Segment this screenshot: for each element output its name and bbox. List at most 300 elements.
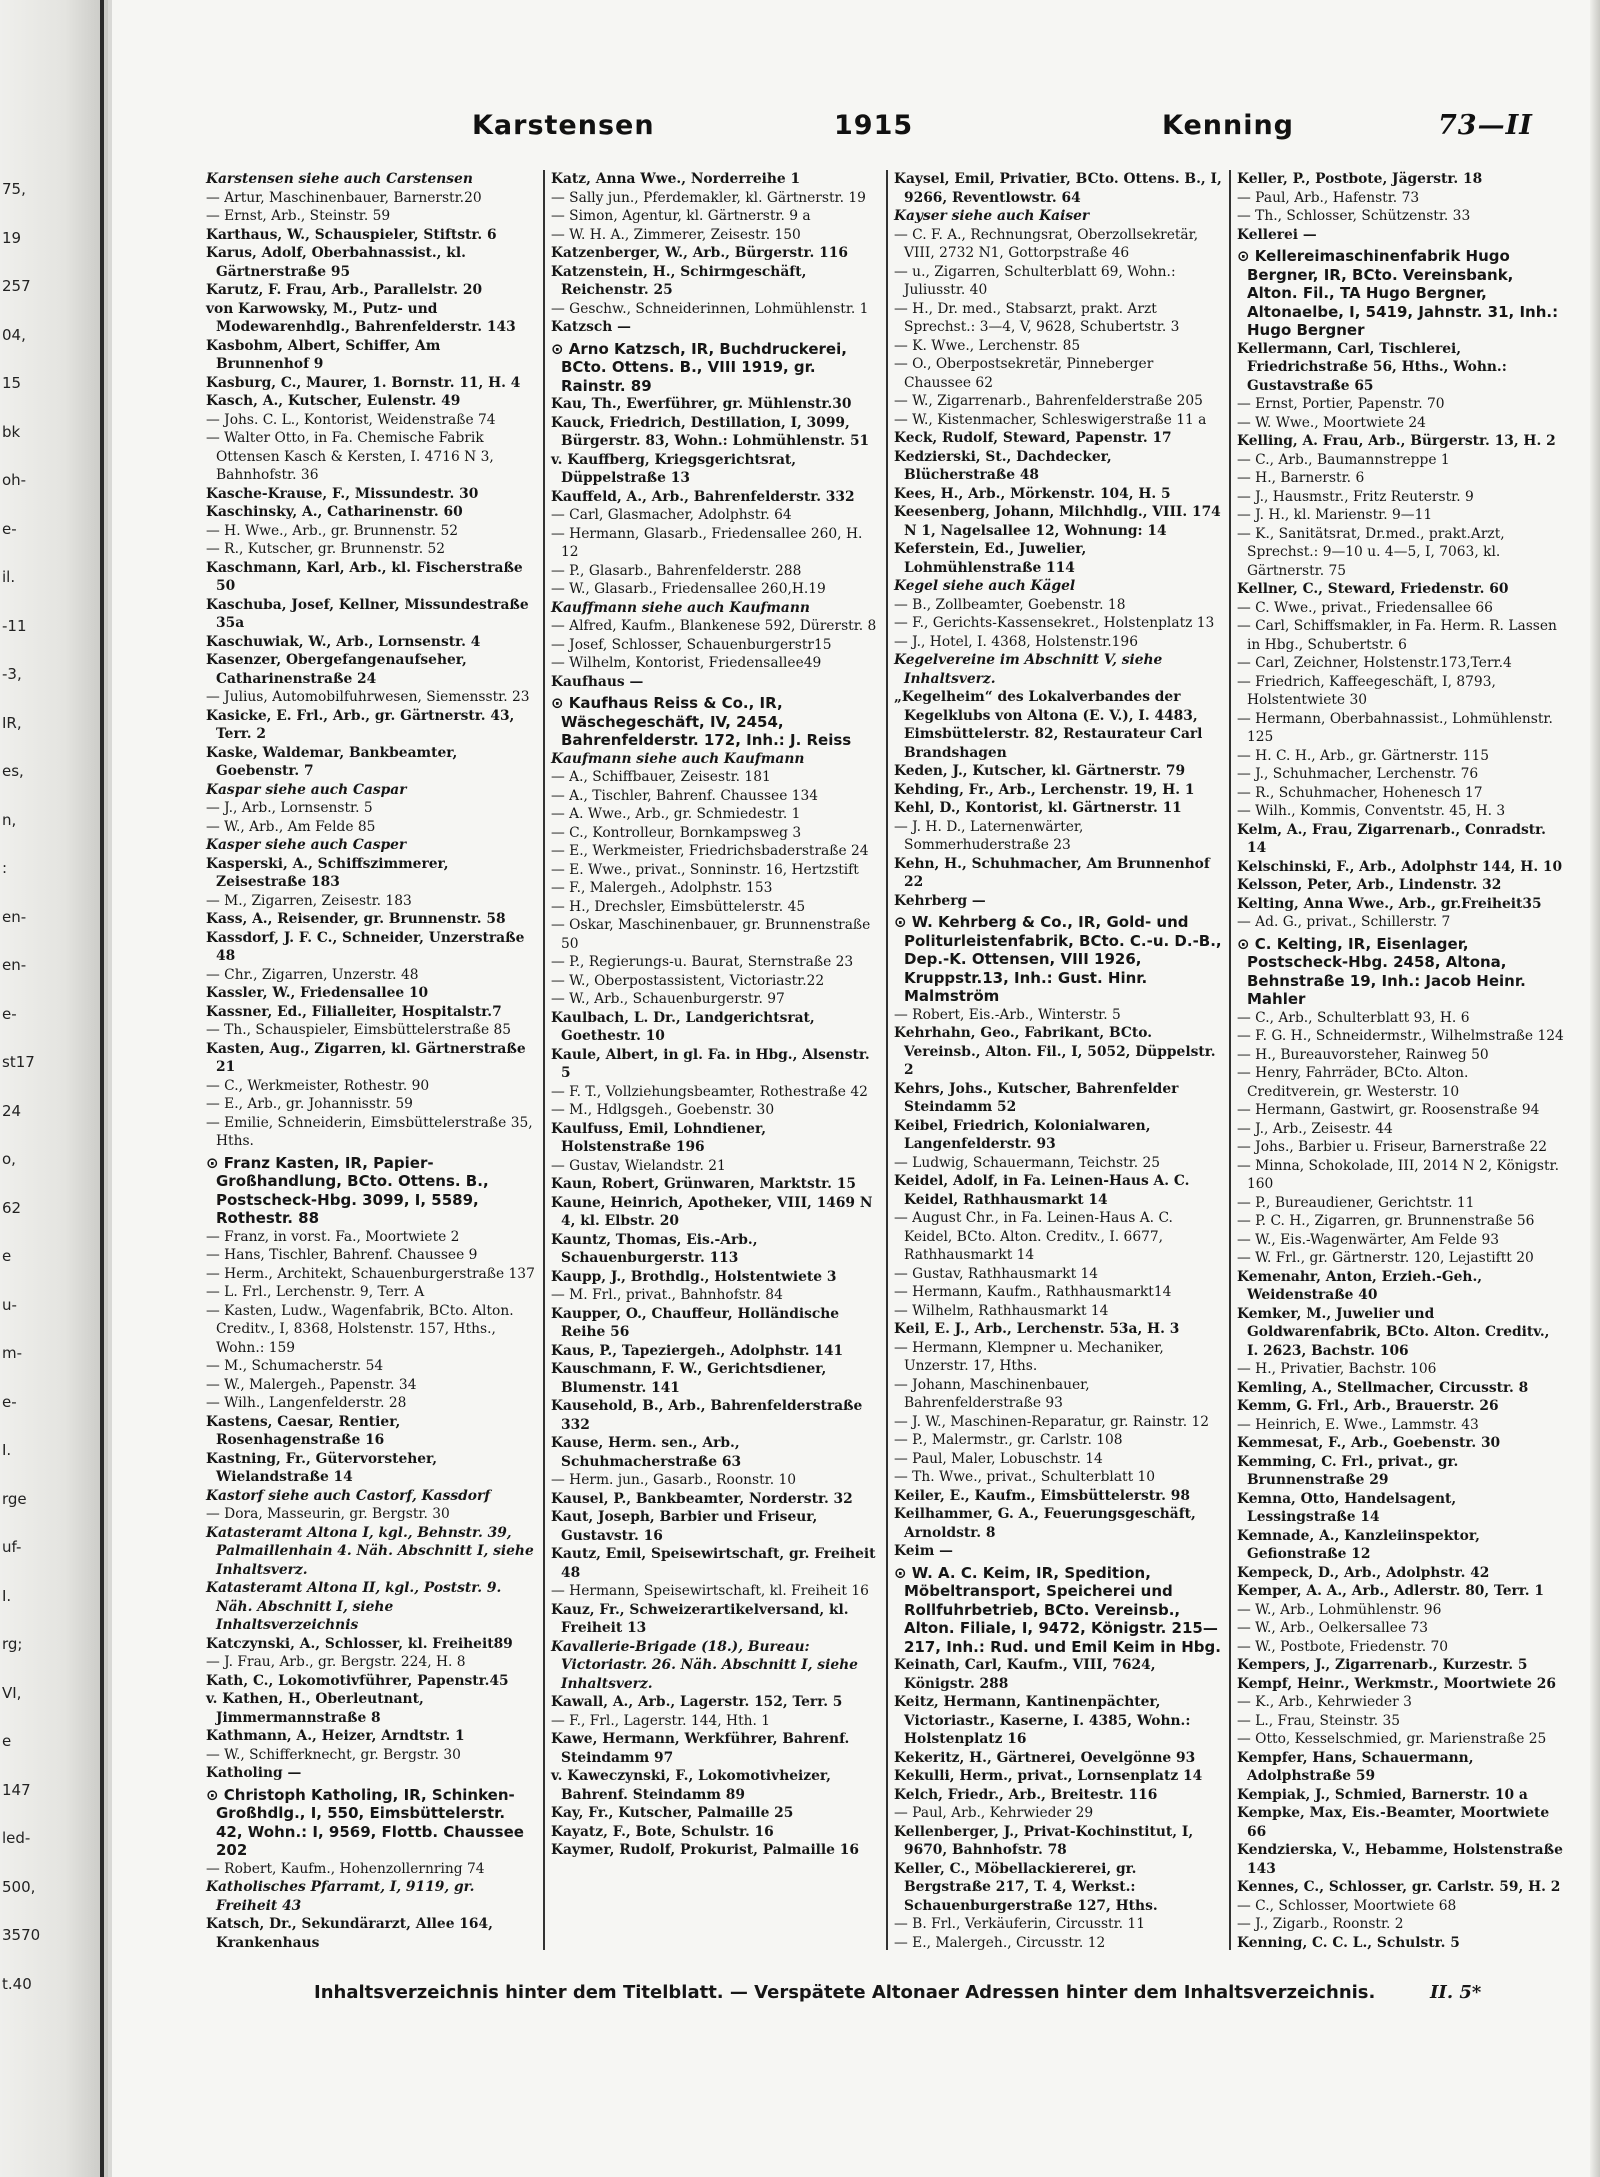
- directory-entry: Kaulfuss, Emil, Lohndiener, Holstenstraße 196: [551, 1120, 767, 1155]
- directory-entry: — F., Gerichts-Kassensekret., Holstenplatz 13: [894, 615, 1215, 631]
- directory-entry: — Chr., Zigarren, Unzerstr. 48: [206, 966, 419, 983]
- margin-fragment: 62: [2, 1198, 22, 1217]
- margin-fragment: m-: [2, 1344, 23, 1362]
- margin-fragment: t.40: [2, 1974, 32, 1993]
- directory-entry: Kehding, Fr., Arb., Lerchenstr. 19, H. 1: [894, 781, 1195, 798]
- directory-entry: Kausehold, B., Arb., Bahrenfelderstraße 332: [551, 1398, 863, 1433]
- directory-entry: Kehn, H., Schuhmacher, Am Brunnenhof 22: [894, 855, 1210, 890]
- margin-fragment: rg;: [2, 1635, 23, 1653]
- directory-entry: — Paul, Arb., Hafenstr. 73: [1237, 189, 1420, 206]
- directory-entry: Kasenzer, Obergefangenaufseher, Catharinenstraße 24: [206, 652, 467, 687]
- margin-fragment: en-: [2, 907, 27, 926]
- directory-entry: — M. Frl., privat., Bahnhofstr. 84: [551, 1287, 783, 1303]
- directory-entry: Kaulbach, L. Dr., Landgerichtsrat, Goethestr. 10: [551, 1009, 815, 1044]
- directory-entry: Katasteramt Altona II, kgl., Poststr. 9. Näh. Abschnitt I, siehe Inhaltsverzeichnis: [206, 1580, 502, 1633]
- directory-entry: — J., Hotel, I. 4368, Holstenstr.196: [894, 633, 1138, 650]
- margin-fragment: oh-: [2, 471, 27, 489]
- directory-entry: Kegelvereine im Abschnitt V, siehe Inhaltsverz.: [894, 652, 1163, 687]
- directory-entry: — Alfred, Kaufm., Blankenese 592, Dürerstr. 8: [551, 618, 877, 634]
- directory-entry: ⊙ Arno Katzsch, IR, Buchdruckerei, BCto. Ottens. B., VIII 1919, gr. Rainstr. 89: [551, 339, 847, 395]
- directory-entry: — C., Kontrolleur, Bornkampsweg 3: [551, 824, 802, 841]
- directory-entry: Karstensen siehe auch Carstensen: [206, 171, 473, 187]
- directory-entry: — J. H., kl. Marienstr. 9—11: [1237, 507, 1433, 523]
- directory-entry: Kassler, W., Friedensallee 10: [206, 985, 429, 1001]
- directory-entry: Kelch, Friedr., Arb., Breitestr. 116: [894, 1786, 1158, 1803]
- directory-entry: v. Kaweczynski, F., Lokomotivheizer, Bahrenf. Steindamm 89: [551, 1768, 831, 1803]
- directory-entry: — Ernst, Portier, Papenstr. 70: [1237, 396, 1445, 412]
- directory-entry: — Wilh., Kommis, Conventstr. 45, H. 3: [1237, 803, 1506, 819]
- margin-fragment: 24: [2, 1101, 22, 1120]
- directory-entry: Kemmesat, F., Arb., Goebenstr. 30: [1237, 1435, 1501, 1451]
- directory-entry: — Walter Otto, in Fa. Chemische Fabrik Ottensen Kasch & Kersten, I. 4716 N 3, Bahnhofstr. 36: [206, 430, 494, 483]
- directory-entry: Kehrs, Johs., Kutscher, Bahrenfelder Steindamm 52: [894, 1080, 1179, 1115]
- margin-fragment: 19: [2, 228, 22, 247]
- directory-entry: — C., Arb., Schulterblatt 93, H. 6: [1237, 1009, 1470, 1026]
- directory-entry: Keck, Rudolf, Steward, Papenstr. 17: [894, 430, 1172, 446]
- column-2: [543, 170, 886, 1950]
- directory-entry: Kendzierska, V., Hebamme, Holstenstraße 143: [1237, 1842, 1563, 1877]
- directory-entry: — Herm., Architekt, Schauenburgerstraße 137: [206, 1265, 535, 1282]
- directory-entry: — Ernst, Arb., Steinstr. 59: [206, 208, 391, 224]
- header-year: 1915: [834, 110, 914, 141]
- directory-entry: Kennes, C., Schlosser, gr. Carlstr. 59, H. 2: [1237, 1879, 1561, 1895]
- directory-entry: Katz, Anna Wwe., Norderreihe 1: [551, 171, 801, 187]
- directory-entry: Keidel, Adolf, in Fa. Leinen-Haus A. C. Keidel, Rathhausmarkt 14: [894, 1173, 1190, 1208]
- directory-entry: Kause, Herm. sen., Arb., Schuhmacherstraße 63: [551, 1435, 742, 1470]
- directory-entry: — Kasten, Ludw., Wagenfabrik, BCto. Alton. Creditv., I, 8368, Holstenstr. 157, Hths., Wohn.: 159: [206, 1302, 514, 1356]
- directory-entry: Karutz, F. Frau, Arb., Parallelstr. 20: [206, 282, 483, 298]
- directory-entry: — Geschw., Schneiderinnen, Lohmühlenstr. 1: [551, 300, 869, 317]
- header-last-name: Kenning: [1162, 110, 1295, 141]
- directory-entry: — W., Glasarb., Friedensallee 260,H.19: [551, 581, 826, 597]
- directory-entry: — Johs. C. L., Kontorist, Weidenstraße 74: [206, 411, 496, 428]
- directory-entry: — Herm. jun., Gasarb., Roonstr. 10: [551, 1472, 797, 1488]
- directory-entry: — K. Wwe., Lerchenstr. 85: [894, 337, 1081, 354]
- directory-entry: Katasteramt Altona I, kgl., Behnstr. 39, Palmaillenhain 4. Näh. Abschnitt I, siehe Inhaltsverz.: [206, 1524, 534, 1578]
- directory-entry: — J., Hausmstr., Fritz Reuterstr. 9: [1237, 488, 1474, 505]
- directory-entry: — Josef, Schlosser, Schauenburgerstr15: [551, 636, 832, 653]
- directory-entry: — W., Eis.-Wagenwärter, Am Felde 93: [1237, 1231, 1500, 1248]
- directory-entry: — B. Frl., Verkäuferin, Circusstr. 11: [894, 1916, 1145, 1932]
- page-footer: [112, 1982, 1600, 2022]
- directory-entry: Kempeck, D., Arb., Adolphstr. 42: [1237, 1564, 1490, 1581]
- directory-entry: — Th., Schlosser, Schützenstr. 33: [1237, 208, 1471, 224]
- directory-entry: ⊙ Kellereimaschinenfabrik Hugo Bergner, IR, BCto. Vereinsbank, Alton. Fil., TA Hugo Bergner, Altonaelbe, I, 5419, Jahnstr. 31, Inh.: Hugo Bergner: [1237, 247, 1559, 339]
- margin-fragment: u-: [2, 1295, 17, 1314]
- directory-entry: — H., Privatier, Bachstr. 106: [1237, 1361, 1437, 1377]
- directory-entry: Kawall, A., Arb., Lagerstr. 152, Terr. 5: [551, 1694, 843, 1710]
- directory-entry: Kasperski, A., Schiffszimmerer, Zeisestraße 183: [206, 855, 449, 890]
- directory-entry: Katsch, Dr., Sekundärarzt, Allee 164, Krankenhaus: [206, 1916, 493, 1950]
- directory-entry: Kempke, Max, Eis.-Beamter, Moortwiete 66: [1237, 1805, 1550, 1840]
- margin-fragment: en-: [2, 956, 27, 974]
- column-3: [886, 170, 1229, 1950]
- margin-fragment: e: [2, 1732, 12, 1750]
- directory-entry: Katzenberger, W., Arb., Bürgerstr. 116: [551, 245, 848, 261]
- directory-entry: Kemna, Otto, Handelsagent, Lessingstraße 14: [1237, 1490, 1457, 1525]
- directory-entry: — W., Arb., Schauenburgerstr. 97: [551, 991, 785, 1007]
- directory-entry: — Friedrich, Kaffeegeschäft, I, 8793, Holstentwiete 30: [1237, 673, 1496, 708]
- directory-entry: — Julius, Automobilfuhrwesen, Siemensstr. 23: [206, 689, 530, 705]
- directory-entry: — Hermann, Kaufm., Rathhausmarkt14: [894, 1284, 1172, 1300]
- directory-entry: — A., Tischler, Bahrenf. Chaussee 134: [551, 787, 819, 804]
- directory-entry: Kasper siehe auch Casper: [206, 837, 407, 853]
- directory-entry: — P., Bureaudiener, Gerichtstr. 11: [1237, 1194, 1475, 1211]
- directory-entry: Kausel, P., Bankbeamter, Norderstr. 32: [551, 1490, 853, 1507]
- directory-entry: Kempers, J., Zigarrenarb., Kurzestr. 5: [1237, 1657, 1528, 1673]
- directory-entry: — B., Zollbeamter, Goebenstr. 18: [894, 596, 1126, 613]
- directory-entry: — A. Wwe., Arb., gr. Schmiedestr. 1: [551, 806, 801, 822]
- directory-entry: Kathmann, A., Heizer, Arndtstr. 1: [206, 1728, 465, 1744]
- directory-entry: — C. F. A., Rechnungsrat, Oberzollsekretär, VIII, 2732 N1, Gottorpstraße 46: [894, 226, 1199, 261]
- directory-entry: — Paul, Maler, Lobuschstr. 14: [894, 1450, 1103, 1467]
- directory-entry: — Hermann, Gastwirt, gr. Roosenstraße 94: [1237, 1102, 1540, 1118]
- margin-fragment: :: [2, 859, 8, 877]
- directory-entry: — August Chr., in Fa. Leinen-Haus A. C. Keidel, BCto. Alton. Creditv., I. 6677, Rathhausmarkt 14: [894, 1210, 1173, 1263]
- directory-entry: Kaysel, Emil, Privatier, BCto. Ottens. B., I, 9266, Reventlowstr. 64: [894, 171, 1222, 206]
- directory-entry: — E., Werkmeister, Friedrichsbaderstraße 24: [551, 843, 869, 859]
- directory-entry: — Hermann, Glasarb., Friedensallee 260, H. 12: [551, 525, 863, 560]
- margin-fragment: 3570: [2, 1926, 41, 1944]
- margin-fragment: e: [2, 1247, 12, 1265]
- margin-fragment: 147: [2, 1780, 31, 1799]
- directory-entry: — Hans, Tischler, Bahrenf. Chaussee 9: [206, 1247, 478, 1263]
- directory-entry: v. Kathen, H., Oberleutnant, Jimmermannstraße 8: [206, 1691, 424, 1726]
- directory-columns: [200, 170, 1572, 1950]
- directory-entry: Kekulli, Herm., privat., Lornsenplatz 14: [894, 1768, 1203, 1784]
- directory-entry: Kassner, Ed., Filialleiter, Hospitalstr.7: [206, 1003, 502, 1020]
- directory-entry: — Emilie, Schneiderin, Eimsbüttelerstraße 35, Hths.: [206, 1114, 533, 1149]
- directory-entry: Katzsch —: [551, 319, 631, 335]
- directory-entry: — Sally jun., Pferdemakler, kl. Gärtnerstr. 19: [551, 189, 866, 206]
- directory-entry: Kasicke, E. Frl., Arb., gr. Gärtnerstr. 43, Terr. 2: [206, 707, 515, 742]
- directory-entry: — Gustav, Wielandstr. 21: [551, 1157, 726, 1174]
- directory-entry: — Ludwig, Schauermann, Teichstr. 25: [894, 1154, 1161, 1171]
- directory-entry: Kauffeld, A., Arb., Bahrenfelderstr. 332: [551, 488, 855, 505]
- directory-entry: Kaut, Joseph, Barbier und Friseur, Gustavstr. 16: [551, 1509, 818, 1544]
- directory-entry: Kemming, C. Frl., privat., gr. Brunnenstraße 29: [1237, 1453, 1459, 1488]
- directory-entry: Kauffmann siehe auch Kaufmann: [551, 599, 810, 616]
- directory-entry: Kaule, Albert, in gl. Fa. in Hbg., Alsenstr. 5: [551, 1046, 870, 1081]
- directory-entry: Kauntz, Thomas, Eis.-Arb., Schauenburgerstr. 113: [551, 1231, 758, 1266]
- directory-entry: Kelm, A., Frau, Zigarrenarb., Conradstr. 14: [1237, 821, 1546, 856]
- directory-entry: — Hermann, Oberbahnassist., Lohmühlenstr. 125: [1237, 710, 1553, 745]
- margin-fragment: VI,: [2, 1683, 22, 1702]
- directory-entry: — M., Hdlgsgeh., Goebenstr. 30: [551, 1102, 775, 1118]
- directory-entry: Kasten, Aug., Zigarren, kl. Gärtnerstraße 21: [206, 1040, 526, 1075]
- directory-entry: — W., Postbote, Friedenstr. 70: [1237, 1638, 1449, 1655]
- directory-entry: — E., Malergeh., Circusstr. 12: [894, 1934, 1106, 1950]
- directory-entry: — C., Werkmeister, Rothestr. 90: [206, 1077, 430, 1094]
- directory-entry: Kempfer, Hans, Schauermann, Adolphstraße 59: [1237, 1749, 1474, 1784]
- directory-entry: Katholing —: [206, 1765, 302, 1781]
- directory-entry: — R., Schuhmacher, Hohenesch 17: [1237, 784, 1483, 801]
- directory-entry: Kelting, Anna Wwe., Arb., gr.Freiheit35: [1237, 895, 1542, 912]
- directory-entry: Kay, Fr., Kutscher, Palmaille 25: [551, 1805, 794, 1821]
- margin-fragment: -11: [2, 616, 27, 635]
- header-first-name: Karstensen: [472, 110, 655, 141]
- directory-entry: — E. Wwe., privat., Sonninstr. 16, Hertzstift: [551, 861, 859, 878]
- directory-entry: Katzenstein, H., Schirmgeschäft, Reichenstr. 25: [551, 263, 807, 298]
- column-1: [200, 170, 543, 1950]
- margin-fragment: bk: [2, 422, 21, 441]
- directory-entry: Kasch, A., Kutscher, Eulenstr. 49: [206, 393, 461, 409]
- directory-entry: — K., Sanitätsrat, Dr.med., prakt.Arzt, Sprechst.: 9—10 u. 4—5, I, 7063, kl. Gärtnerstr. 75: [1237, 525, 1505, 579]
- directory-entry: Katholisches Pfarramt, I, 9119, gr. Freiheit 43: [206, 1879, 475, 1914]
- margin-fragment: 15: [2, 374, 22, 392]
- directory-entry: — Th. Wwe., privat., Schulterblatt 10: [894, 1469, 1156, 1485]
- directory-entry: Kemnade, A., Kanzleiinspektor, Gefionstraße 12: [1237, 1527, 1480, 1562]
- directory-entry: — Wilh., Langenfelderstr. 28: [206, 1395, 407, 1411]
- directory-entry: Kastens, Caesar, Rentier, Rosenhagenstraße 16: [206, 1413, 401, 1448]
- directory-entry: Kempf, Heinr., Werkmstr., Moortwiete 26: [1237, 1675, 1556, 1692]
- directory-entry: — H., Barnerstr. 6: [1237, 470, 1365, 486]
- directory-entry: Kaschinsky, A., Catharinenstr. 60: [206, 504, 463, 520]
- directory-entry: Keller, C., Möbellackiererei, gr. Bergstraße 217, T. 4, Werkst.: Schauenburgerstraße 127, Hths.: [894, 1860, 1158, 1914]
- margin-fragment: o,: [2, 1150, 16, 1168]
- directory-entry: — H., Bureauvorsteher, Rainweg 50: [1237, 1046, 1489, 1063]
- directory-entry: — W., Schifferknecht, gr. Bergstr. 30: [206, 1746, 461, 1763]
- directory-entry: Kauz, Fr., Schweizerartikelversand, kl. Freiheit 13: [551, 1601, 849, 1636]
- directory-entry: — O., Oberpostsekretär, Pinneberger Chaussee 62: [894, 356, 1154, 391]
- directory-entry: Kavallerie-Brigade (18.), Bureau: Victoriastr. 26. Näh. Abschnitt I, siehe Inhaltsverz.: [551, 1638, 858, 1692]
- directory-entry: Kellner, C., Steward, Friedenstr. 60: [1237, 581, 1509, 597]
- directory-entry: — W., Arb., Oelkersallee 73: [1237, 1620, 1429, 1636]
- directory-entry: — H., Dr. med., Stabsarzt, prakt. Arzt Sprechst.: 3—4, V, 9628, Schubertstr. 3: [894, 300, 1180, 335]
- directory-entry: ⊙ Franz Kasten, IR, Papier-Großhandlung, BCto. Ottens. B., Postscheck-Hbg. 3099, I, 5589, Rothestr. 88: [206, 1153, 489, 1227]
- directory-entry: ⊙ W. Kehrberg & Co., IR, Gold- und Politurleistenfabrik, BCto. C.-u. D.-B., Dep.-K. Ottensen, VIII 1926, Kruppstr.13, Inh.: Gust. Hinr. Malmström: [894, 913, 1222, 1005]
- directory-entry: ⊙ C. Kelting, IR, Eisenlager, Postscheck-Hbg. 2458, Altona, Behnstraße 19, Inh.: Jacob Heinr. Mahler: [1237, 934, 1526, 1008]
- page-fold-line: [100, 0, 104, 2177]
- directory-entry: Kedzierski, St., Dachdecker, Blücherstraße 48: [894, 448, 1112, 483]
- directory-entry: Kayatz, F., Bote, Schulstr. 16: [551, 1823, 774, 1840]
- directory-entry: — C., Arb., Baumannstreppe 1: [1237, 451, 1450, 468]
- directory-entry: Kehrberg —: [894, 892, 986, 909]
- directory-entry: — Franz, in vorst. Fa., Moortwiete 2: [206, 1228, 460, 1245]
- directory-entry: Kelling, A. Frau, Arb., Bürgerstr. 13, H. 2: [1237, 433, 1556, 449]
- directory-entry: — J., Arb., Lornsenstr. 5: [206, 800, 373, 816]
- directory-entry: Kayser siehe auch Kaiser: [894, 208, 1090, 224]
- directory-entry: Keibel, Friedrich, Kolonialwaren, Langenfelderstr. 93: [894, 1117, 1151, 1152]
- directory-entry: Kauschmann, F. W., Gerichtsdiener, Blumenstr. 141: [551, 1361, 827, 1396]
- directory-entry: Kaun, Robert, Grünwaren, Marktstr. 15: [551, 1176, 856, 1192]
- directory-entry: von Karwowsky, M., Putz- und Modewarenhdlg., Bahrenfelderstr. 143: [206, 300, 516, 335]
- directory-entry: — R., Kutscher, gr. Brunnenstr. 52: [206, 541, 446, 557]
- directory-entry: — J. H. D., Laternenwärter, Sommerhuderstraße 23: [894, 818, 1084, 853]
- running-header: [112, 110, 1600, 160]
- directory-entry: Kekeritz, H., Gärtnerei, Oevelgönne 93: [894, 1749, 1196, 1766]
- column-4: [1229, 170, 1572, 1950]
- directory-entry: Keil, E. J., Arb., Lerchenstr. 53a, H. 3: [894, 1321, 1180, 1337]
- directory-entry: — Carl, Zeichner, Holstenstr.173,Terr.4: [1237, 655, 1512, 671]
- margin-fragment: 257: [2, 277, 31, 295]
- directory-entry: — H. Wwe., Arb., gr. Brunnenstr. 52: [206, 522, 459, 539]
- directory-entry: — Johann, Maschinenbauer, Bahrenfelderstraße 93: [894, 1376, 1090, 1411]
- margin-fragment: uf-: [2, 1538, 22, 1556]
- directory-page: [112, 0, 1600, 2177]
- directory-entry: — Wilhelm, Kontorist, Friedensallee49: [551, 655, 822, 671]
- directory-entry: Keferstein, Ed., Juwelier, Lohmühlenstraße 114: [894, 541, 1087, 576]
- directory-entry: — W., Oberpostassistent, Victoriastr.22: [551, 972, 825, 989]
- directory-entry: Kemm, G. Frl., Arb., Brauerstr. 26: [1237, 1398, 1499, 1414]
- directory-entry: — C., Schlosser, Moortwiete 68: [1237, 1897, 1457, 1914]
- margin-fragment: n,: [2, 810, 17, 829]
- margin-fragment: 500,: [2, 1877, 36, 1896]
- directory-entry: — W., Arb., Am Felde 85: [206, 818, 376, 835]
- left-page-margin: [0, 0, 108, 2177]
- directory-entry: — Paul, Arb., Kehrwieder 29: [894, 1805, 1094, 1821]
- directory-entry: Kaus, P., Tapeziergeh., Adolphstr. 141: [551, 1342, 844, 1359]
- directory-entry: Kauck, Friedrich, Destillation, I, 3099, Bürgerstr. 83, Wohn.: Lohmühlenstr. 51: [551, 414, 870, 449]
- directory-entry: — Artur, Maschinenbauer, Barnerstr.20: [206, 189, 482, 206]
- directory-entry: ⊙ Christoph Katholing, IR, Schinken-Großhdlg., I, 550, Eimsbüttelerstr. 42, Wohn.: I, 9569, Flottb. Chaussee 202: [206, 1785, 524, 1859]
- directory-entry: Kautz, Emil, Speisewirtschaft, gr. Freiheit 48: [551, 1546, 876, 1581]
- directory-entry: — E., Arb., gr. Johannisstr. 59: [206, 1096, 413, 1112]
- directory-entry: „Kegelheim“ des Lokalverbandes der Kegelklubs von Altona (E. V.), I. 4483, Eimsbüttelerstr. 82, Restaurateur Carl Brandshagen: [894, 689, 1203, 761]
- directory-entry: Kaufmann siehe auch Kaufmann: [551, 750, 805, 767]
- page-edge: [1590, 0, 1600, 2177]
- directory-entry: — Simon, Agentur, kl. Gärtnerstr. 9 a: [551, 208, 811, 224]
- directory-entry: — P., Malermstr., gr. Carlstr. 108: [894, 1432, 1123, 1448]
- directory-entry: — W., Malergeh., Papenstr. 34: [206, 1376, 417, 1393]
- directory-entry: Kaspar siehe auch Caspar: [206, 781, 407, 798]
- directory-entry: Karthaus, W., Schauspieler, Stiftstr. 6: [206, 226, 497, 243]
- directory-entry: Kelsson, Peter, Arb., Lindenstr. 32: [1237, 877, 1502, 893]
- margin-fragment: st17: [2, 1053, 35, 1071]
- margin-fragment: -3,: [2, 665, 22, 683]
- margin-fragment: IR,: [2, 713, 22, 732]
- directory-entry: — L., Frau, Steinstr. 35: [1237, 1712, 1401, 1729]
- page-number: 73—II: [1438, 110, 1533, 141]
- directory-entry: Kaschuba, Josef, Kellner, Missundestraße 35a: [206, 596, 529, 631]
- directory-entry: Kaupp, J., Brothdlg., Holstentwiete 3: [551, 1268, 837, 1285]
- directory-entry: — Johs., Barbier u. Friseur, Barnerstraße 22: [1237, 1139, 1548, 1155]
- directory-entry: — W. Frl., gr. Gärtnerstr. 120, Lejastiftt 20: [1237, 1250, 1534, 1266]
- directory-entry: Kaymer, Rudolf, Prokurist, Palmaille 16: [551, 1842, 859, 1858]
- margin-fragment: e-: [2, 1392, 17, 1411]
- directory-entry: Kasbohm, Albert, Schiffer, Am Brunnenhof 9: [206, 337, 441, 372]
- margin-fragment: I.: [2, 1441, 12, 1459]
- directory-entry: — W. Wwe., Moortwiete 24: [1237, 414, 1426, 431]
- sheet-signature: II. 5*: [1430, 1982, 1482, 2003]
- margin-fragment: es,: [2, 762, 24, 780]
- directory-entry: — J., Arb., Zeisestr. 44: [1237, 1120, 1393, 1137]
- directory-entry: Kaske, Waldemar, Bankbeamter, Goebenstr. 7: [206, 744, 458, 779]
- directory-entry: — Hermann, Klempner u. Mechaniker, Unzerstr. 17, Hths.: [894, 1339, 1164, 1374]
- directory-entry: Kawe, Hermann, Werkführer, Bahrenf. Steindamm 97: [551, 1731, 850, 1766]
- directory-entry: Kellerei —: [1237, 226, 1317, 243]
- directory-entry: — W., Kistenmacher, Schleswigerstraße 11 a: [894, 411, 1207, 428]
- directory-entry: Kelschinski, F., Arb., Adolphstr 144, H. 10: [1237, 858, 1563, 875]
- directory-entry: — Ad. G., privat., Schillerstr. 7: [1237, 914, 1451, 930]
- directory-entry: v. Kauffberg, Kriegsgerichtsrat, Düppelstraße 13: [551, 451, 797, 486]
- directory-entry: — Robert, Eis.-Arb., Winterstr. 5: [894, 1006, 1121, 1023]
- footer-note: Inhaltsverzeichnis hinter dem Titelblatt. — Verspätete Altonaer Adressen hinter dem Inhaltsverzeichnis.: [314, 1982, 1376, 2003]
- directory-entry: Kasche-Krause, F., Missundestr. 30: [206, 485, 479, 502]
- margin-fragment: 75,: [2, 180, 26, 198]
- directory-entry: — F., Malergeh., Adolphstr. 153: [551, 880, 773, 896]
- directory-entry: Kaune, Heinrich, Apotheker, VIII, 1469 N 4, kl. Elbstr. 20: [551, 1194, 873, 1229]
- directory-entry: — Robert, Kaufm., Hohenzollernring 74: [206, 1860, 485, 1877]
- directory-entry: — W., Zigarrenarb., Bahrenfelderstraße 205: [894, 393, 1203, 409]
- margin-fragment: e-: [2, 519, 17, 538]
- directory-entry: — Carl, Schiffsmakler, in Fa. Herm. R. Lassen in Hbg., Schubertstr. 6: [1237, 618, 1557, 653]
- directory-entry: — H., Drechsler, Eimsbüttelerstr. 45: [551, 898, 806, 915]
- directory-entry: Keinath, Carl, Kaufm., VIII, 7624, Königstr. 288: [894, 1657, 1156, 1692]
- directory-entry: — Wilhelm, Rathhausmarkt 14: [894, 1302, 1109, 1319]
- margin-fragment: e-: [2, 1004, 17, 1023]
- directory-entry: Kaschmann, Karl, Arb., kl. Fischerstraße 50: [206, 559, 523, 594]
- directory-entry: Katczynski, A., Schlosser, kl. Freiheit89: [206, 1635, 513, 1652]
- directory-entry: Kenning, C. C. L., Schulstr. 5: [1237, 1934, 1460, 1950]
- directory-entry: Kemker, M., Juwelier und Goldwarenfabrik, BCto. Alton. Creditv., I. 2623, Bachstr. 106: [1237, 1305, 1550, 1359]
- directory-entry: Keilhammer, G. A., Feuerungsgeschäft, Arnoldstr. 8: [894, 1506, 1196, 1541]
- directory-entry: — J. Frau, Arb., gr. Bergstr. 224, H. 8: [206, 1654, 466, 1670]
- directory-entry: — F. T., Vollziehungsbeamter, Rothestraße 42: [551, 1083, 868, 1100]
- directory-entry: Kastorf siehe auch Castorf, Kassdorf: [206, 1487, 491, 1504]
- margin-fragment: 04,: [2, 325, 26, 344]
- directory-entry: Kellenberger, J., Privat-Kochinstitut, I, 9670, Bahnhofstr. 78: [894, 1823, 1194, 1858]
- directory-entry: — Heinrich, E. Wwe., Lammstr. 43: [1237, 1416, 1479, 1433]
- margin-fragment: rge: [2, 1489, 27, 1508]
- directory-entry: Kastning, Fr., Gütervorsteher, Wielandstraße 14: [206, 1450, 438, 1485]
- directory-entry: — Th., Schauspieler, Eimsbüttelerstraße 85: [206, 1022, 512, 1038]
- directory-entry: — A., Schiffbauer, Zeisestr. 181: [551, 769, 771, 785]
- directory-entry: — F. G. H., Schneidermstr., Wilhelmstraße 124: [1237, 1028, 1564, 1044]
- margin-fragment: led-: [2, 1829, 31, 1847]
- directory-entry: Karus, Adolf, Oberbahnassist., kl. Gärtnerstraße 95: [206, 245, 466, 280]
- directory-entry: ⊙ Kaufhaus Reiss & Co., IR, Wäschegeschäft, IV, 2454, Bahrenfelderstr. 172, Inh.: J. Reiss: [551, 694, 852, 749]
- directory-entry: — P., Regierungs-u. Baurat, Sternstraße 23: [551, 954, 854, 970]
- directory-entry: Kassdorf, J. F. C., Schneider, Unzerstraße 48: [206, 929, 525, 964]
- directory-entry: — C. Wwe., privat., Friedensallee 66: [1237, 599, 1493, 616]
- margin-fragment: I.: [2, 1586, 12, 1605]
- directory-entry: Kempiak, J., Schmied, Barnerstr. 10 a: [1237, 1786, 1528, 1803]
- directory-entry: — Otto, Kesselschmied, gr. Marienstraße 25: [1237, 1731, 1547, 1747]
- directory-entry: — H. C. H., Arb., gr. Gärtnerstr. 115: [1237, 747, 1490, 764]
- directory-entry: — Oskar, Maschinenbauer, gr. Brunnenstraße 50: [551, 917, 871, 952]
- directory-entry: — W., Arb., Lohmühlenstr. 96: [1237, 1601, 1442, 1618]
- directory-entry: — J., Schuhmacher, Lerchenstr. 76: [1237, 766, 1479, 782]
- directory-entry: Kaschuwiak, W., Arb., Lornsenstr. 4: [206, 633, 481, 650]
- directory-entry: — M., Schumacherstr. 54: [206, 1358, 384, 1374]
- directory-entry: — Dora, Masseurin, gr. Bergstr. 30: [206, 1506, 450, 1522]
- directory-entry: — Henry, Fahrräder, BCto. Alton. Creditverein, gr. Westerstr. 10: [1237, 1065, 1469, 1100]
- directory-entry: Kehrhahn, Geo., Fabrikant, BCto. Vereinsb., Alton. Fil., I, 5052, Düppelstr. 2: [894, 1025, 1216, 1078]
- directory-entry: Kaupper, O., Chauffeur, Holländische Reihe 56: [551, 1305, 840, 1340]
- directory-entry: — L. Frl., Lerchenstr. 9, Terr. A: [206, 1284, 425, 1300]
- directory-entry: ⊙ W. A. C. Keim, IR, Spedition, Möbeltransport, Speicherei und Rollfuhrbetrieb, BCto. Vereinsb., Alton. Filiale, I, 9472, Königstr. 215—217, Inh.: Rud. und Emil Keim in Hbg.: [894, 1563, 1221, 1656]
- directory-entry: Keden, J., Kutscher, kl. Gärtnerstr. 79: [894, 763, 1186, 779]
- directory-entry: — W. H. A., Zimmerer, Zeisestr. 150: [551, 226, 801, 243]
- directory-entry: Keesenberg, Johann, Milchhdlg., VIII. 174 N 1, Nagelsallee 12, Wohnung: 14: [894, 504, 1221, 539]
- directory-entry: — J., Zigarb., Roonstr. 2: [1237, 1916, 1404, 1932]
- directory-entry: Kau, Th., Ewerführer, gr. Mühlenstr.30: [551, 396, 852, 412]
- directory-entry: — K., Arb., Kehrwieder 3: [1237, 1694, 1412, 1710]
- directory-entry: Kellermann, Carl, Tischlerei, Friedrichstraße 56, Hths., Wohn.: Gustavstraße 65: [1237, 340, 1507, 394]
- directory-entry: Keller, P., Postbote, Jägerstr. 18: [1237, 171, 1483, 187]
- directory-entry: Keitz, Hermann, Kantinenpächter, Victoriastr., Kaserne, I. 4385, Wohn.: Holstenplatz 16: [894, 1694, 1191, 1747]
- directory-entry: — P., Glasarb., Bahrenfelderstr. 288: [551, 562, 802, 579]
- directory-entry: Kehl, D., Kontorist, kl. Gärtnerstr. 11: [894, 800, 1182, 816]
- directory-entry: Kemling, A., Stellmacher, Circusstr. 8: [1237, 1379, 1529, 1396]
- directory-entry: Kass, A., Reisender, gr. Brunnenstr. 58: [206, 911, 506, 927]
- directory-entry: — Carl, Glasmacher, Adolphstr. 64: [551, 507, 792, 523]
- directory-entry: — P. C. H., Zigarren, gr. Brunnenstraße 56: [1237, 1213, 1535, 1229]
- directory-entry: Keiler, E., Kaufm., Eimsbüttelerstr. 98: [894, 1487, 1190, 1504]
- directory-entry: Kemenahr, Anton, Erzieh.-Geh., Weidenstraße 40: [1237, 1268, 1483, 1303]
- directory-entry: Kemper, A. A., Arb., Adlerstr. 80, Terr. 1: [1237, 1583, 1544, 1599]
